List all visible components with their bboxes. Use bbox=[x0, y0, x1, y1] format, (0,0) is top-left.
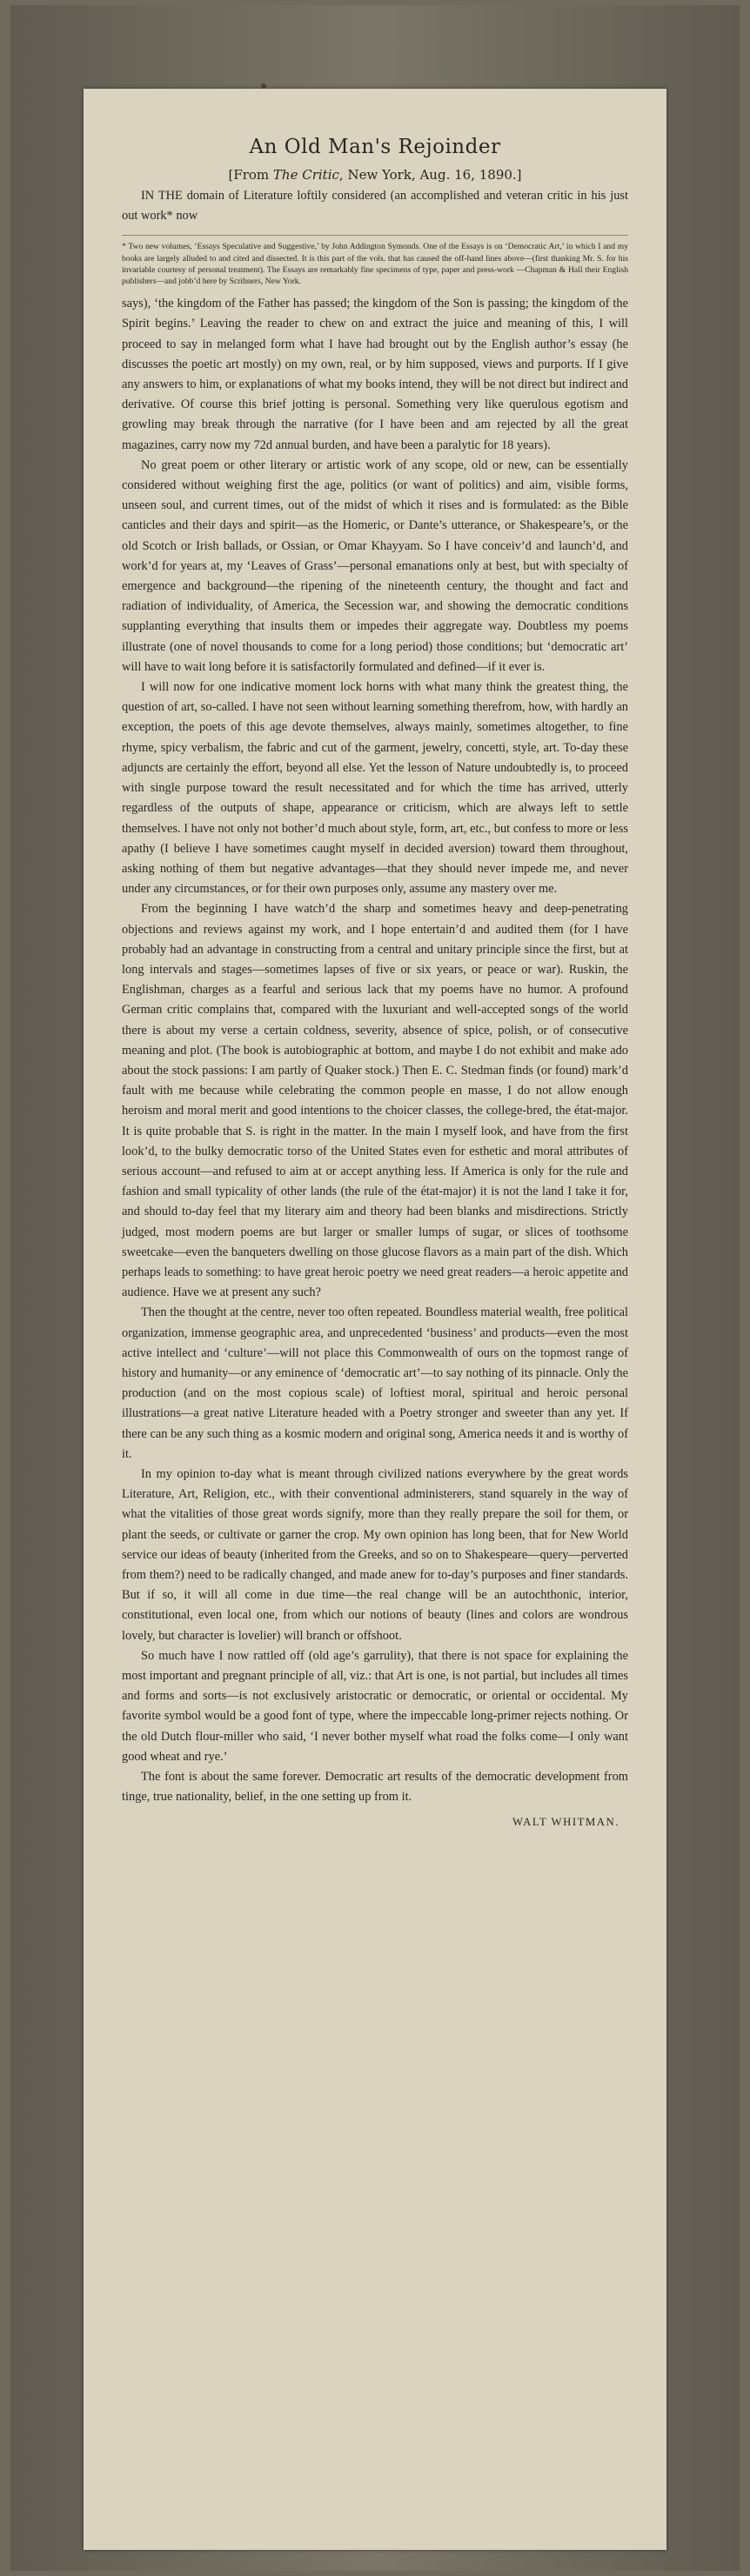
paragraph-4: From the beginning I have watch’d the sharp and sometimes heavy and deep-penetrating objections and reviews against my work, and I hope entertain’d and audited them (for I have probably had an advantage in constructing from a central and unitary principle since the first, but at long intervals and stages—sometimes lapses of five or six years, or peace or war). Ruskin, the Englishman, charges as a fearful and serious lack that my poems have no humor. A profound German critic complains that, compared with the luxuriant and well-accepted songs of the world there is about my verse a certain coldness, severity, absence of spice, polish, or of consecutive meaning and plot. (The book is autobiographic at bottom, and maybe I do not exhibit and make ado about the stock passions: I am partly of Quaker stock.) Then E. C. Stedman finds (or found) mark’d fault with me because while celebrating the common people en masse, I do not allow enough heroism and moral merit and good intentions to the choicer classes, the college-bred, the état-major. It is quite probable that S. is right in the matter. In the main I myself look, and have from the first look’d, to the bulky democratic torso of the United States even for esthetic and moral attributes of serious account—and refused to aim at or accept anything less. If America is only for the rule and fashion and small typicality of other lands (the rule of the état-major) it is not the land I take it for, and should to-day feel that my literary aim and theory had been blanks and misdirections. Strictly judged, most modern poems are but larger or smaller lumps of sugar, or slices of toothsome sweetcake—even the banqueters dwelling on those glucose flavors as a main part of the dish. Which perhaps leads to something: to have great heroic poetry we need great readers—a heroic appetite and audience. Have we at present any such? bbox=[122, 902, 628, 1300]
footnote: * Two new volumes, ‘Essays Speculative and Suggestive,’ by John Addington Symonds. One of the Essays is on ‘Democratic Art,’ in which I and my books are largely alluded to and cited and dissected. It is this part of the vols. that has caused the off-hand lines above—(first thanking Mr. S. for his invariable courtesy of personal treatment). The Essays are remarkably fine specimens of type, paper and press-work —Chapman & Hall their English publishers—and jobb’d here by Scribners, New York. bbox=[122, 235, 628, 287]
article-title: An Old Man's Rejoinder bbox=[249, 136, 501, 158]
paragraph-5: Then the thought at the centre, never too often repeated. Boundless material wealth, free political organization, immense geographic area, and unprecedented ‘business’ and products—even the most active intellect and ‘culture’—will not place this Commonwealth of ours on the topmost range of history and humanity—or any eminence of ‘democratic art’—to say nothing of its pinnacle. Only the production (and on the most copious scale) of loftiest moral, spiritual and heroic personal illustrations—a great native Literature headed with a Poetry stronger and sweeter than any yet. If there can be any such thing as a kosmic modern and original song, America needs it and is worthy of it. bbox=[122, 1305, 628, 1461]
paragraph-8: The font is about the same forever. Democratic art results of the democratic development from tinge, true nationality, belief, in the one setting up from it. bbox=[122, 1770, 628, 1805]
source-suffix: , New York, Aug. 16, 1890.] bbox=[338, 167, 522, 183]
source-prefix: [From bbox=[228, 167, 273, 183]
paragraph-6: In my opinion to-day what is meant through civilized nations everywhere by the great words Literature, Art, Religion, etc., with their conventional administerers, stand squarely in the way of what the vitalities of those great words signify, more than they really prepare the soil for them, or plant the seeds, or cultivate or garner the crop. My own opinion has long been, that for New World service our ideas of beauty (inherited from the Greeks, and so on to Shakespeare—query—perverted from them?) need to be radically changed, and made anew for to-day’s purposes and finer standards. But if so, it will all come in due time—the real change will be an autochthonic, interior, constitutional, even local one, from which our notions of beauty (lines and colors are wondrous lovely, but character is lovelier) will branch or offshoot. bbox=[122, 1467, 628, 1643]
paragraph-2: No great poem or other literary or artistic work of any scope, old or new, can be essentially considered without weighing first the age, politics (or want of politics) and aim, visible forms, unseen soul, and current times, out of the midst of which it rises and is formulated: as the Bible canticles and their days and spirit—as the Homeric, or Dante’s utterance, or Shakespeare’s, or the old Scotch or Irish ballads, or Ossian, or Omar Khayyam. So I have conceiv’d and launch’d, and work’d for years at, my ‘Leaves of Grass’—personal emanations only at best, but with specialty of emergence and background—the ripening of the nineteenth century, the thought and fact and radiation of individuality, of America, the Secession war, and showing the democratic conditions supplanting everything that insults them or impedes their aggregate way. Doubtless my poems illustrate (one of novel thousands to come for a long period) those conditions; but ‘democratic art’ will have to wait long before it is satisfactorily formulated and defined—if it ever is. bbox=[122, 457, 628, 674]
clipping-body bbox=[84, 89, 666, 1846]
paragraph-1: says), ‘the kingdom of the Father has passed; the kingdom of the Son is passing; the kingdom of the Spirit begins.’ Leaving the reader to chew on and extract the juice and meaning of this, I will proceed to say in melanged form what I have had brought out by the English author’s essay (he discusses the poetic art mostly) on my own, real, or by him supposed, views and purports. If I give any answers to him, or explanations of what my books intend, they will be not direct but indirect and derivative. Of course this brief jotting is personal. Something very like querulous egotism and growling may break through the narrative (for I have been and am rejected by all the great magazines, carry now my 72d annual burden, and have been a paralytic for 18 years). bbox=[122, 297, 628, 452]
newspaper-clipping bbox=[84, 89, 666, 2550]
source-publication: The Critic bbox=[272, 167, 339, 183]
lead-paragraph: IN THE domain of Literature loftily considered (an accomplished and veteran critic in his just out work* now bbox=[122, 189, 628, 224]
paragraph-7: So much have I now rattled off (old age’s garrulity), that there is not space for explaining the most important and pregnant principle of all, viz.: that Art is one, is not partial, but includes all times and forms and sorts—is not exclusively aristocratic or democratic, or oriental or occidental. My favorite symbol would be a good font of type, where the impeccable long-primer rejects nothing. Or the old Dutch flour-miller who said, ‘I never bother myself what road the folks come—I only want good wheat and rye.’ bbox=[122, 1648, 628, 1764]
paragraph-3: I will now for one indicative moment lock horns with what many think the greatest thing, the question of art, so-called. I have not seen without learning something therefrom, how, with hardly an exception, the poets of this age devote themselves, always mainly, sometimes altogether, to fine rhyme, spicy verbalism, the fabric and cut of the garment, jewelry, concetti, style, art. To-day these adjuncts are certainly the effort, beyond all else. Yet the lesson of Nature undoubtedly is, to proceed with single purpose toward the result necessitated and for which the time has arrived, utterly regardless of the outputs of shape, appearance or criticism, which are always left to settle themselves. I have not only not bother’d much about style, form, art, etc., but confess to more or less apathy (I believe I have sometimes caught myself in decided aversion) toward them throughout, asking nothing of them but negative advantages—that they should never impede me, and never under any circumstances, or for their own purposes only, assume any mastery over me. bbox=[122, 680, 628, 897]
article-source bbox=[122, 167, 628, 183]
signature: WALT WHITMAN. bbox=[512, 1816, 619, 1829]
